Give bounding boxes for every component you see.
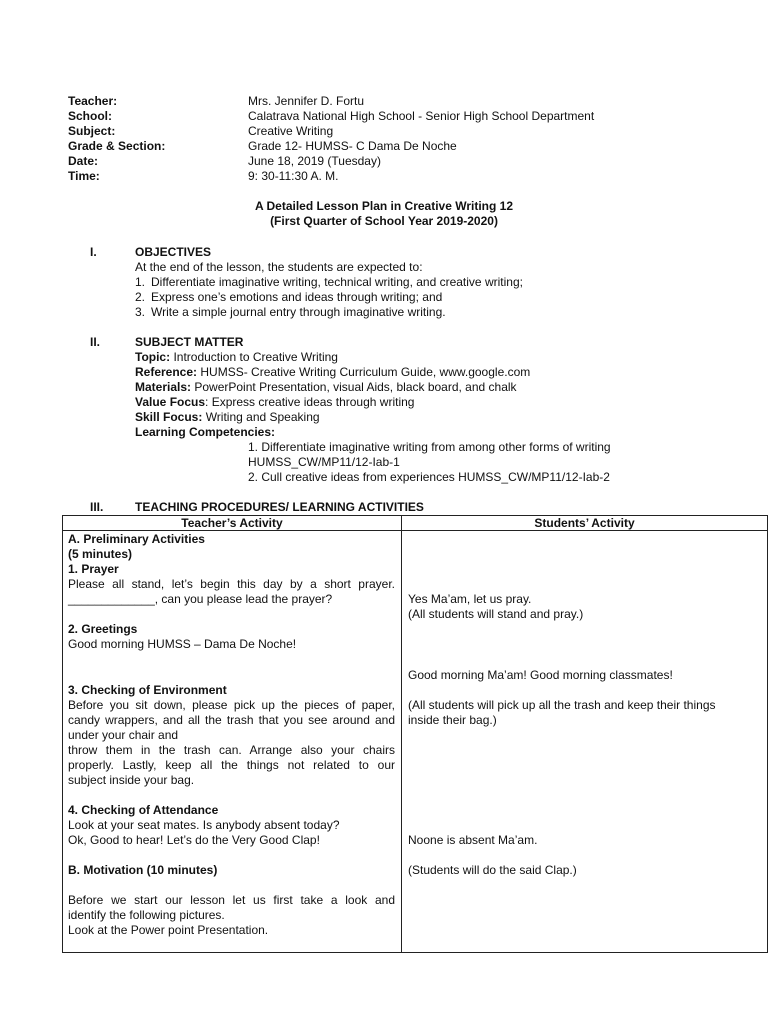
subject-label: Subject: [68, 124, 116, 138]
materials-line [135, 380, 530, 395]
header-row-teacher [68, 94, 594, 109]
objective-item [135, 290, 523, 305]
teacher-label: Teacher: [68, 94, 118, 108]
students-activity-header: Students’ Activity [402, 516, 768, 531]
topic-label: Topic: [135, 350, 171, 364]
document-title: A Detailed Lesson Plan in Creative Writing 12 [254, 199, 514, 213]
objective-text: Differentiate imaginative writing, technical writing, and creative writing; [151, 275, 523, 289]
subject-value: Creative Writing [248, 124, 334, 138]
motivation-title: B. Motivation (10 minutes) [68, 863, 218, 877]
school-value: Calatrava National High School - Senior High School Department [248, 109, 595, 123]
motivation-text-3: Look at the Power point Presentation. [68, 923, 269, 937]
procedures-heading: TEACHING PROCEDURES/ LEARNING ACTIVITIES [135, 500, 424, 514]
grade-label: Grade & Section: [68, 139, 166, 153]
greetings-text: Good morning HUMSS – Dama De Noche! [68, 637, 297, 651]
topic-value: Introduction to Creative Writing [170, 350, 338, 364]
objective-number: 1. [135, 275, 146, 289]
students-prayer-1: Yes Ma’am, let us pray. [408, 592, 532, 606]
competency-1-code: HUMSS_CW/MP11/12-Iab-1 [248, 455, 400, 469]
subject-matter-number: II. [90, 335, 101, 349]
students-greeting: Good morning Ma’am! Good morning classmates! [408, 668, 673, 682]
students-environment-1: (All students will pick up all the trash and keep their things [408, 698, 716, 712]
header-row-time [68, 169, 594, 184]
header-row-date [68, 154, 594, 169]
teacher-activity-header: Teacher’s Activity [63, 516, 402, 531]
competency-1 [248, 440, 611, 485]
students-activity-cell [402, 531, 768, 953]
objective-number: 2. [135, 290, 146, 304]
environment-text-4: throw them in the trash can. Arrange also your chairs [68, 743, 395, 757]
prayer-text-1: Please all stand, let’s begin this day by a short prayer. [68, 577, 395, 591]
procedures-number: III. [90, 500, 104, 514]
reference-label: Reference: [135, 365, 198, 379]
competency-1-text: 1. Differentiate imaginative writing from among other forms of writing [248, 440, 611, 454]
teacher-activity-cell [63, 531, 402, 953]
header-row-subject [68, 124, 594, 139]
environment-text-5: properly. Lastly, keep all the things not related to our [68, 758, 395, 772]
reference-value: HUMSS- Creative Writing Curriculum Guide, www.google.com [197, 365, 531, 379]
school-label: School: [68, 109, 112, 123]
objective-item [135, 275, 523, 290]
table-row [63, 531, 768, 953]
time-value: 9: 30-11:30 A. M. [248, 169, 339, 183]
value-focus-value: : Express creative ideas through writing [205, 395, 415, 409]
reference-line [135, 365, 530, 380]
competency-2-text: 2. Cull creative ideas from experiences HUMSS_CW/MP11/12-Iab-2 [248, 470, 610, 484]
prayer-text-2: _____________, can you please lead the prayer? [68, 592, 333, 606]
document-subtitle: (First Quarter of School Year 2019-2020) [270, 214, 498, 228]
preliminary-activities-title: A. Preliminary Activities [68, 532, 205, 546]
objectives-list [135, 260, 523, 320]
objective-text: Express one’s emotions and ideas through writing; and [151, 290, 443, 304]
grade-value: Grade 12- HUMSS- C Dama De Noche [248, 139, 457, 153]
header-info [68, 94, 594, 184]
materials-value: PowerPoint Presentation, visual Aids, black board, and chalk [191, 380, 517, 394]
environment-text-1: Before you sit down, please pick up the pieces of paper, [68, 698, 395, 712]
time-label: Time: [68, 169, 100, 183]
attendance-title: 4. Checking of Attendance [68, 803, 219, 817]
students-attendance-1: Noone is absent Ma’am. [408, 833, 538, 847]
competencies-label: Learning Competencies: [135, 425, 276, 439]
objectives-intro: At the end of the lesson, the students are expected to: [135, 260, 423, 274]
students-prayer-2: (All students will stand and pray.) [408, 607, 584, 621]
objectives-number: I. [90, 245, 97, 259]
header-row-school [68, 109, 594, 124]
skill-focus-line [135, 410, 530, 425]
objectives-heading: OBJECTIVES [135, 245, 212, 259]
subject-matter-details [135, 350, 530, 440]
motivation-text-1: Before we start our lesson let us first take a look and [68, 893, 395, 907]
objective-text: Write a simple journal entry through imaginative writing. [151, 305, 446, 319]
motivation-text-2: identify the following pictures. [68, 908, 225, 922]
header-row-grade [68, 139, 594, 154]
greetings-title: 2. Greetings [68, 622, 138, 636]
students-attendance-2: (Students will do the said Clap.) [408, 863, 577, 877]
materials-label: Materials: [135, 380, 192, 394]
value-focus-line [135, 395, 530, 410]
date-label: Date: [68, 154, 99, 168]
preliminary-activities-time: (5 minutes) [68, 547, 133, 561]
subject-matter-heading: SUBJECT MATTER [135, 335, 244, 349]
objective-number: 3. [135, 305, 146, 319]
environment-text-2: candy wrappers, and all the trash that you see around and [68, 713, 395, 727]
objective-item [135, 305, 523, 320]
topic-line [135, 350, 530, 365]
skill-focus-label: Skill Focus: [135, 410, 203, 424]
students-environment-2: inside their bag.) [408, 713, 497, 727]
prayer-title: 1. Prayer [68, 562, 119, 576]
value-focus-label: Value Focus [135, 395, 206, 409]
teacher-value: Mrs. Jennifer D. Fortu [248, 94, 365, 108]
skill-focus-value: Writing and Speaking [202, 410, 320, 424]
attendance-text-2: Ok, Good to hear! Let’s do the Very Good Clap! [68, 833, 320, 847]
date-value: June 18, 2019 (Tuesday) [248, 154, 381, 168]
environment-text-3: under your chair and [68, 728, 179, 742]
environment-text-6: subject inside your bag. [68, 773, 195, 787]
environment-title: 3. Checking of Environment [68, 683, 227, 697]
attendance-text-1: Look at your seat mates. Is anybody absent today? [68, 818, 340, 832]
table-header-row [63, 516, 768, 531]
activities-table [62, 515, 768, 953]
